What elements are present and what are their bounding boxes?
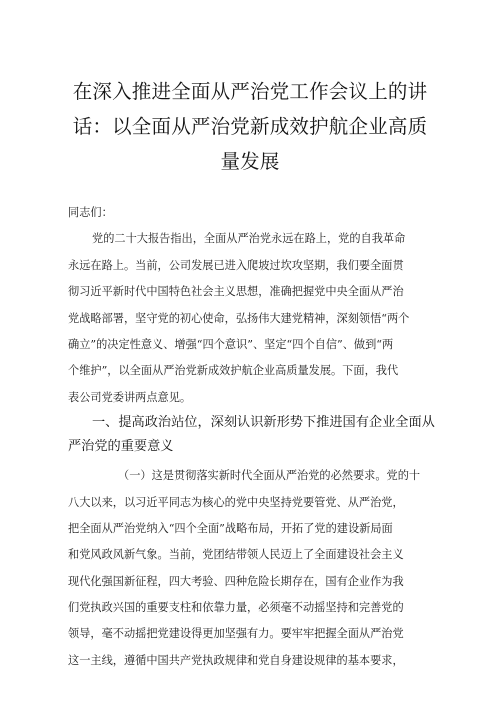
section-heading [68, 411, 434, 459]
paragraph-line: 表公司党委讲两点意见。 [68, 390, 192, 404]
paragraph-line: 永远在路上。当前，公司发展已进入爬坡过坎攻坚期，我们要全面贯 [68, 258, 404, 272]
title-line: 在深入推进全面从严治党工作会议上的讲 [72, 80, 428, 103]
intro-paragraph [68, 226, 434, 411]
title-line: 量发展 [220, 150, 280, 173]
paragraph-line: 们党执政兴国的重要支柱和依靠力量，必须毫不动摇坚持和完善党的 [68, 601, 404, 615]
paragraph-line: 和党风政风新气象。当前，党团结带领人民迈上了全面建设社会主义 [68, 548, 404, 562]
paragraph-line: （一）这是贯彻落实新时代全面从严治党的必然要求。党的十 [118, 469, 421, 483]
paragraph-line: 党战略部署，坚守党的初心使命，弘扬伟大建党精神，深刻领悟“两个 [68, 311, 410, 325]
subsection-paragraph [68, 463, 434, 674]
paragraph-line: 八大以来，以习近平同志为核心的党中央坚持党要管党、从严治党， [68, 495, 404, 509]
heading-line: 严治党的重要意义 [68, 439, 174, 455]
document-title [66, 74, 434, 179]
paragraph-line: 党的二十大报告指出，全面从严治党永远在路上，党的自我革命 [92, 232, 406, 246]
title-line: 话：以全面从严治党新成效护航企业高质 [72, 115, 428, 138]
paragraph-line: 把全面从严治党纳入“四个全面”战略布局，开拓了党的建设新局面 [68, 521, 393, 535]
document-body [68, 200, 434, 674]
salutation: 同志们： [68, 206, 113, 219]
paragraph-line: 彻习近平新时代中国特色社会主义思想，准确把握党中央全面从严治 [68, 285, 404, 299]
paragraph-line: 个维护”，以全面从严治党新成效护航企业高质量发展。下面，我代 [68, 364, 399, 378]
paragraph-line: 现代化强国新征程，四大考验、四种危险长期存在，国有企业作为我 [68, 574, 404, 588]
paragraph-line: 这一主线，遵循中国共产党执政规律和党自身建设规律的基本要求， [68, 653, 404, 667]
paragraph-line: 领导，毫不动摇把党建设得更加坚强有力。要牢牢把握全面从严治党 [68, 627, 404, 641]
paragraph-line: 确立”的决定性意义、增强“四个意识”、坚定“四个自信”、做到“两 [68, 337, 394, 351]
heading-line: 一、提高政治站位，深刻认识新形势下推进国有企业全面从 [92, 415, 435, 431]
